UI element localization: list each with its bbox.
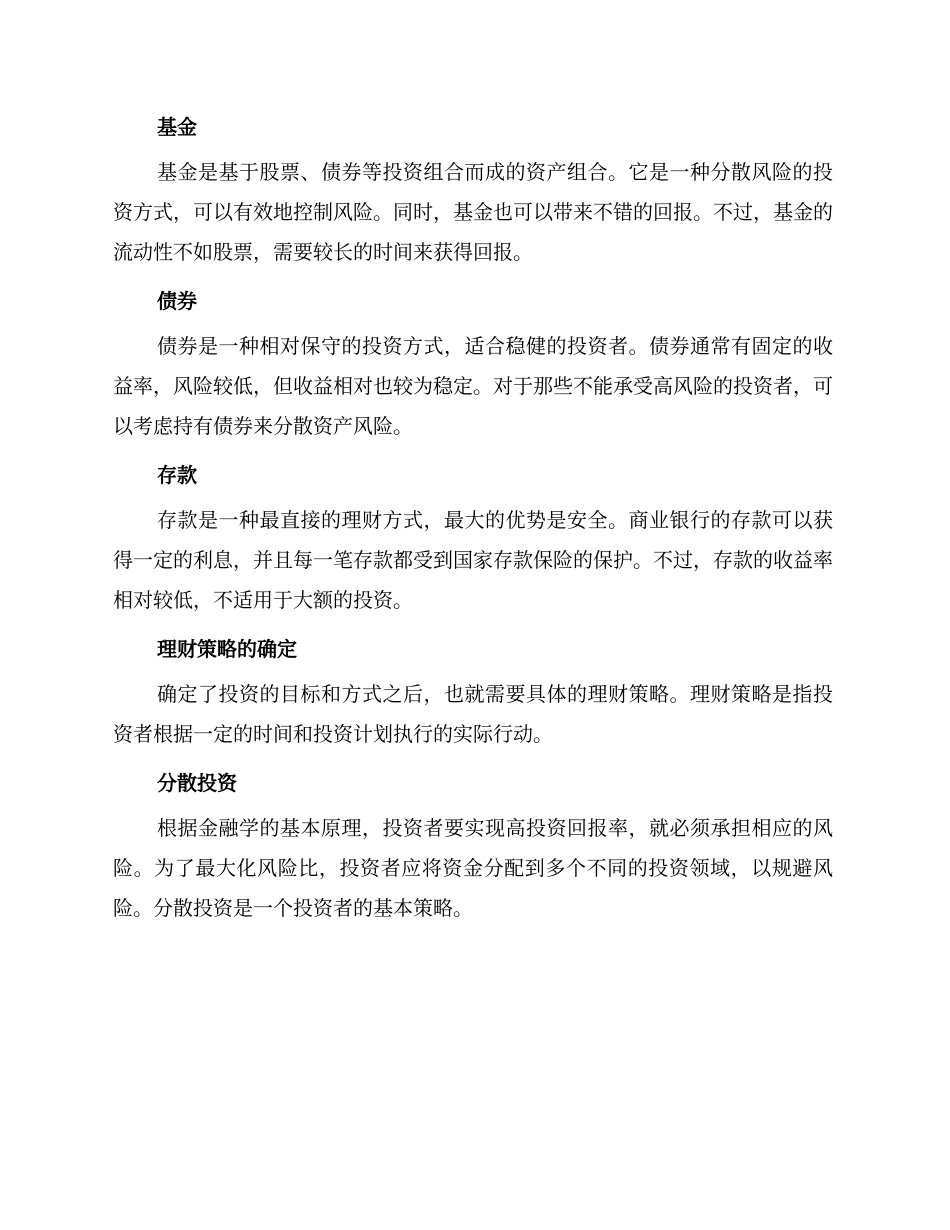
section-paragraph: 基金是基于股票、债券等投资组合而成的资产组合。它是一种分散风险的投资方式，可以有效地控制风险。同时，基金也可以带来不错的回报。不过，基金的流动性不如股票，需要较长的时间来获得回报。 [113,160,833,264]
section-heading: 存款 [157,463,197,487]
section-diversification [113,764,833,928]
section-heading: 债券 [157,289,197,313]
section-paragraph: 债券是一种相对保守的投资方式，适合稳健的投资者。债券通常有固定的收益率，风险较低，但收益相对也较为稳定。对于那些不能承受高风险的投资者，可以考虑持有债券来分散资产风险。 [113,334,833,438]
section-deposit [113,456,833,620]
document-content [113,108,833,938]
section-paragraph: 根据金融学的基本原理，投资者要实现高投资回报率，就必须承担相应的风险。为了最大化风险比，投资者应将资金分配到多个不同的投资领域，以规避风险。分散投资是一个投资者的基本策略。 [113,816,833,920]
section-heading: 基金 [157,115,197,139]
section-paragraph: 存款是一种最直接的理财方式，最大的优势是安全。商业银行的存款可以获得一定的利息，并且每一笔存款都受到国家存款保险的保护。不过，存款的收益率相对较低，不适用于大额的投资。 [113,508,833,612]
section-bond [113,282,833,446]
section-paragraph: 确定了投资的目标和方式之后，也就需要具体的理财策略。理财策略是指投资者根据一定的时间和投资计划执行的实际行动。 [113,682,833,746]
section-strategy [113,630,833,754]
section-fund [113,108,833,272]
section-heading: 分散投资 [157,771,237,795]
section-heading: 理财策略的确定 [157,637,297,661]
